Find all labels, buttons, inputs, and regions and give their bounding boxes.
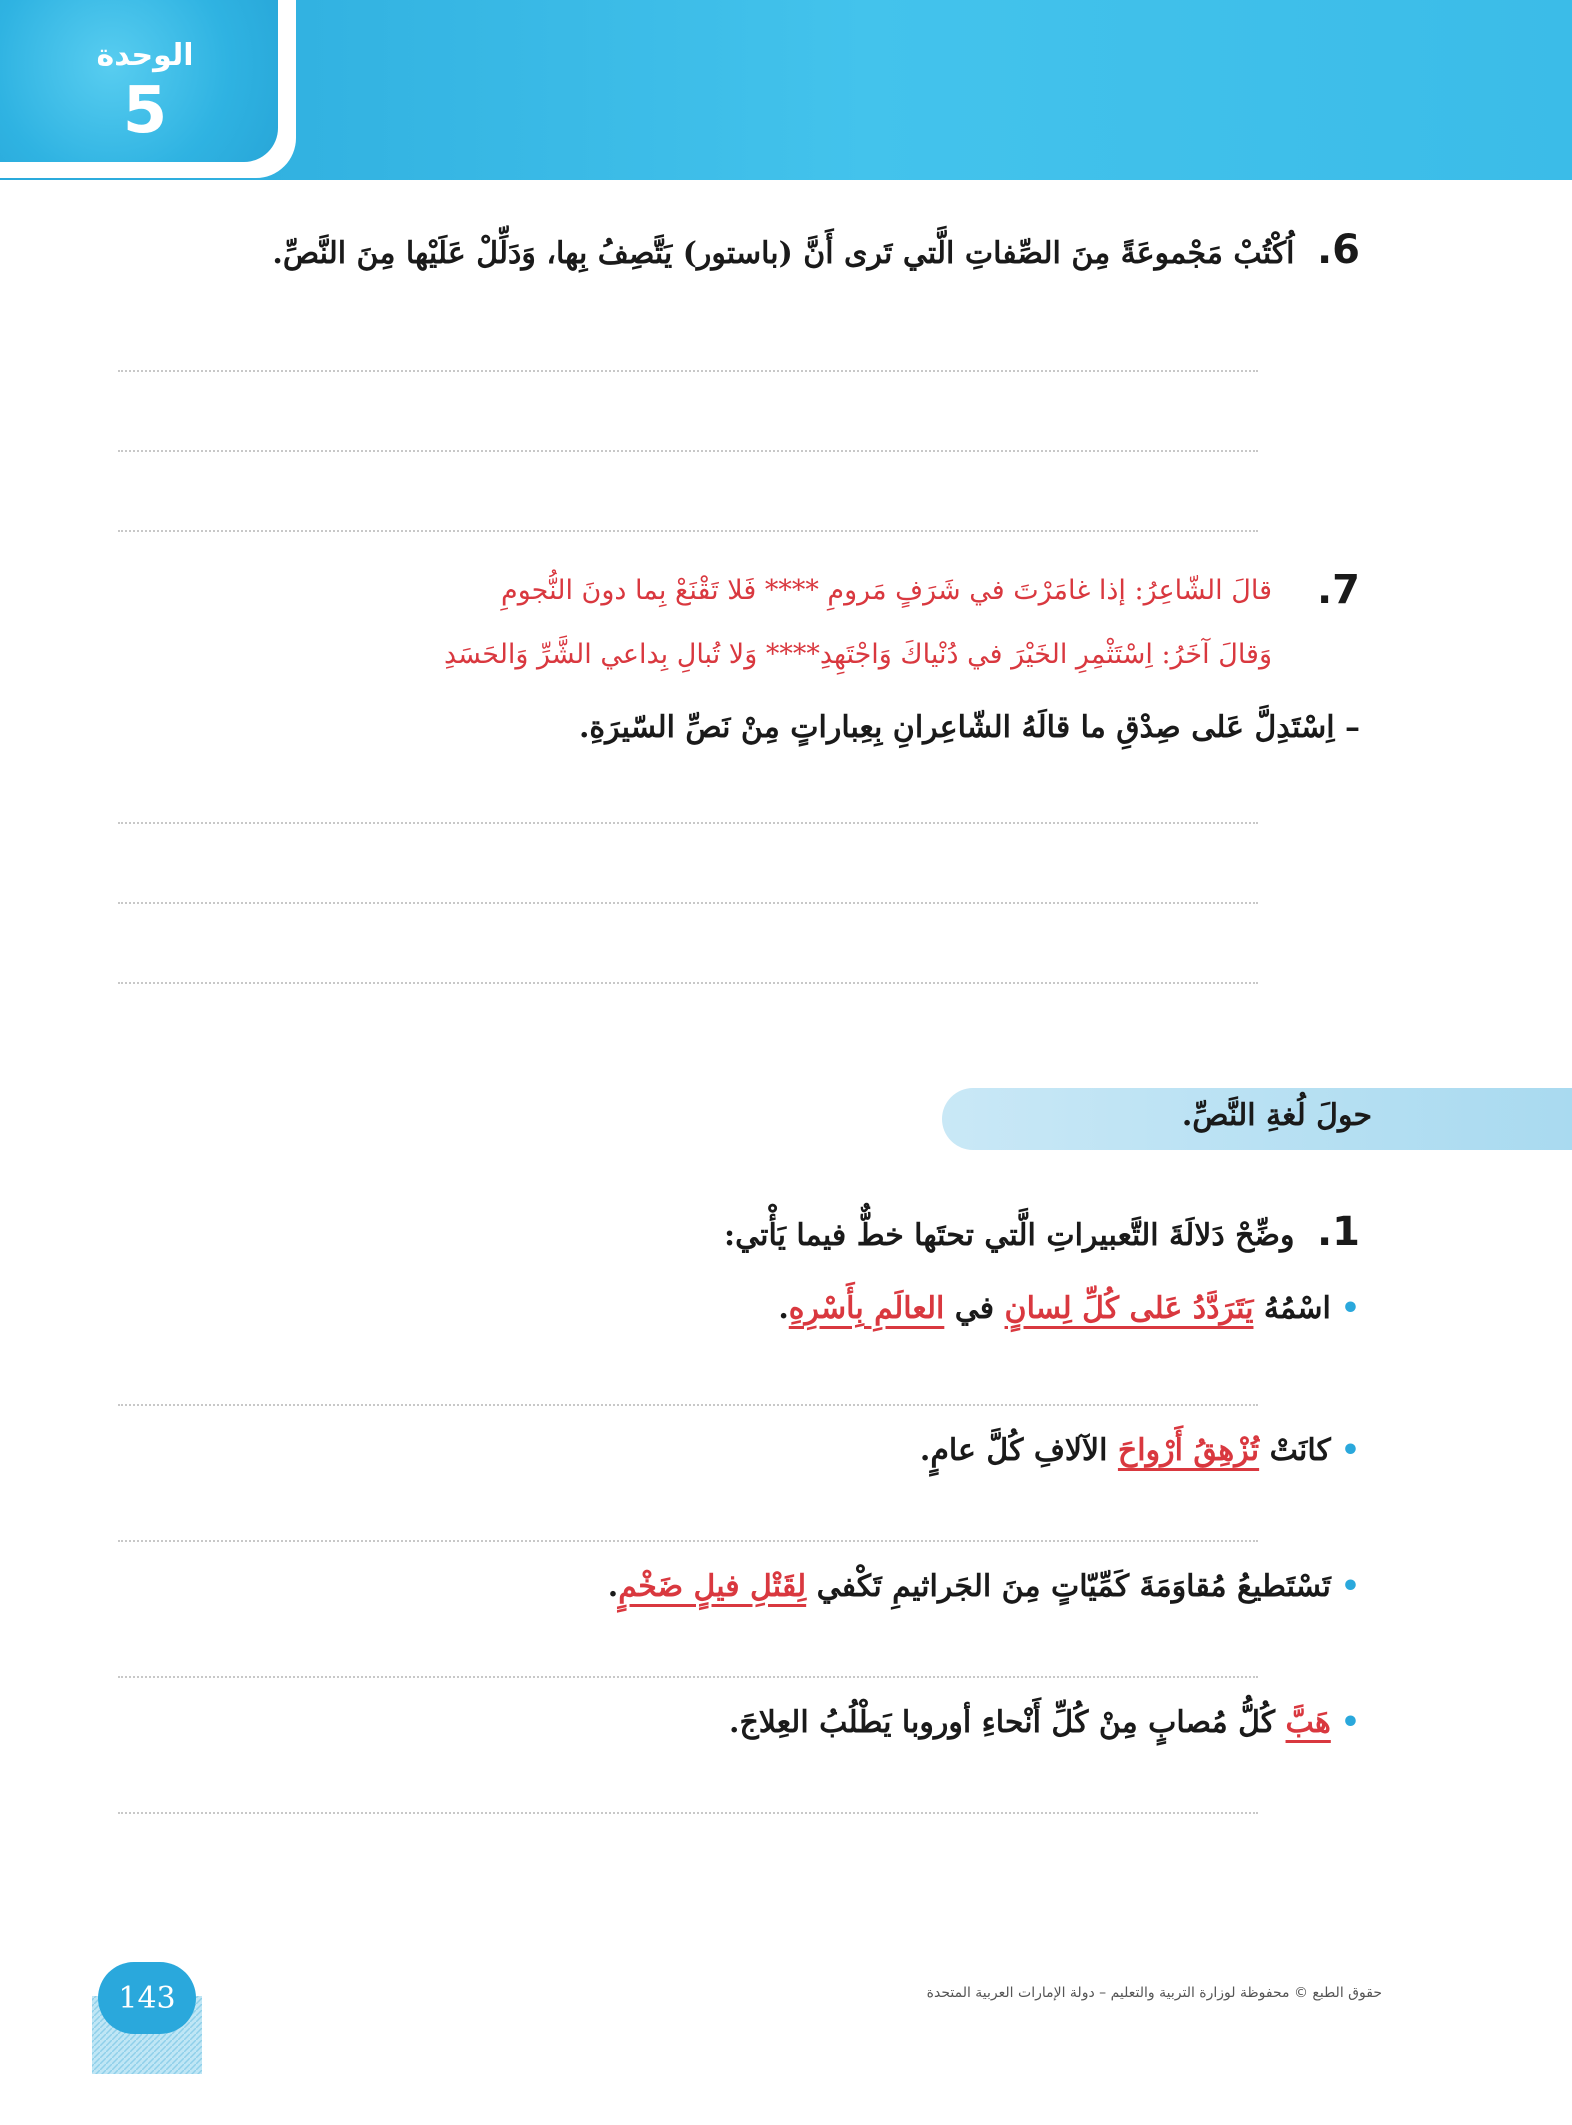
bullet-icon: • bbox=[1340, 1705, 1360, 1740]
item-text: تَسْتَطيعُ مُقاوَمَةَ كَمِّيّاتٍ مِنَ الجَراثيمِ تَكْفي bbox=[806, 1569, 1331, 1604]
question-1-text: وضِّحْ دَلالَةَ التَّعبيراتِ الَّتي تحتَها خطٌّ فيما يَأْتي: bbox=[724, 1218, 1295, 1253]
unit-badge bbox=[0, 0, 278, 162]
page-number: 143 bbox=[118, 1981, 176, 2016]
bullet-icon: • bbox=[1340, 1291, 1360, 1326]
list-item bbox=[160, 1696, 1360, 1750]
question-6 bbox=[100, 226, 1360, 278]
unit-number: 5 bbox=[122, 74, 168, 148]
answer-line[interactable] bbox=[118, 450, 1258, 452]
answer-line[interactable] bbox=[118, 982, 1258, 984]
copyright-footer: حقوق الطبع © محفوظة لوزارة التربية والتعليم – دولة الإمارات العربية المتحدة bbox=[926, 1985, 1382, 2001]
item-text: . bbox=[607, 1569, 619, 1604]
poem-verse-1: قالَ الشّاعِرُ: إذا غامَرْتَ في شَرَفٍ مَرومِ **** فَلا تَقْنَعْ بِما دونَ النُّجومِ bbox=[501, 575, 1272, 606]
page-badge-icon bbox=[88, 1956, 206, 2074]
answer-line[interactable] bbox=[118, 902, 1258, 904]
underlined-expression: العالَمِ بِأَسْرِهِ bbox=[788, 1291, 945, 1326]
underlined-expression: لِقَتْلِ فيلٍ ضَخْمٍ bbox=[618, 1569, 807, 1604]
answer-line[interactable] bbox=[118, 1404, 1258, 1406]
bullet-icon: • bbox=[1340, 1569, 1360, 1604]
section-title: حولَ لُغةِ النَّصِّ. bbox=[1181, 1098, 1372, 1133]
question-1-number: 1. bbox=[1316, 1209, 1360, 1255]
question-6-number: 6. bbox=[1316, 227, 1360, 273]
answer-line[interactable] bbox=[118, 370, 1258, 372]
list-item bbox=[160, 1560, 1360, 1614]
list-item bbox=[160, 1424, 1360, 1478]
answer-line[interactable] bbox=[118, 1676, 1258, 1678]
question-7-prompt: – اِسْتَدِلَّ عَلى صِدْقِ ما قالَهُ الشّاعِرانِ بِعِباراتٍ مِنْ نَصِّ السّيرَةِ. bbox=[578, 710, 1360, 745]
page-number-badge bbox=[88, 1956, 206, 2074]
question-7-number: 7. bbox=[1316, 567, 1360, 613]
underlined-expression: يَتَرَدَّدُ عَلى كُلِّ لِسانٍ bbox=[1004, 1291, 1254, 1326]
item-text: في bbox=[944, 1291, 1005, 1326]
item-text: . bbox=[778, 1291, 789, 1326]
answer-line[interactable] bbox=[118, 1812, 1258, 1814]
bullet-icon: • bbox=[1340, 1433, 1360, 1468]
question-7-number-wrap bbox=[1300, 566, 1360, 618]
item-text: الآلافِ كُلَّ عامٍ. bbox=[919, 1433, 1118, 1468]
question-6-text: اُكْتُبْ مَجْموعَةً مِنَ الصِّفاتِ الَّتي تَرى أَنَّ (باستور) يَتَّصِفُ بِها، وَدَلِّلْ عَلَيْها مِنَ النَّصِّ. bbox=[272, 236, 1295, 271]
underlined-expression: هَبَّ bbox=[1285, 1705, 1331, 1740]
poem-verse-2: وَقالَ آخَرُ: اِسْتَثْمِرِ الخَيْرَ في دُنْياكَ وَاجْتَهِدِ**** وَلا تُبالِ بِداعي الشَّرِّ وَالحَسَدِ bbox=[444, 639, 1272, 670]
answer-line[interactable] bbox=[118, 1540, 1258, 1542]
unit-label: الوحدة bbox=[96, 38, 194, 73]
question-1 bbox=[100, 1208, 1360, 1260]
item-text: كُلُّ مُصابٍ مِنْ كُلِّ أَنْحاءِ أوروبا يَطْلُبُ العِلاجَ. bbox=[729, 1705, 1286, 1740]
underlined-expression: تُزْهِقُ أَرْواحَ bbox=[1117, 1433, 1260, 1468]
list-item bbox=[160, 1282, 1360, 1336]
answer-line[interactable] bbox=[118, 530, 1258, 532]
item-text: اسْمُهُ bbox=[1253, 1291, 1331, 1326]
answer-line[interactable] bbox=[118, 822, 1258, 824]
item-text: كانَتْ bbox=[1259, 1433, 1331, 1468]
